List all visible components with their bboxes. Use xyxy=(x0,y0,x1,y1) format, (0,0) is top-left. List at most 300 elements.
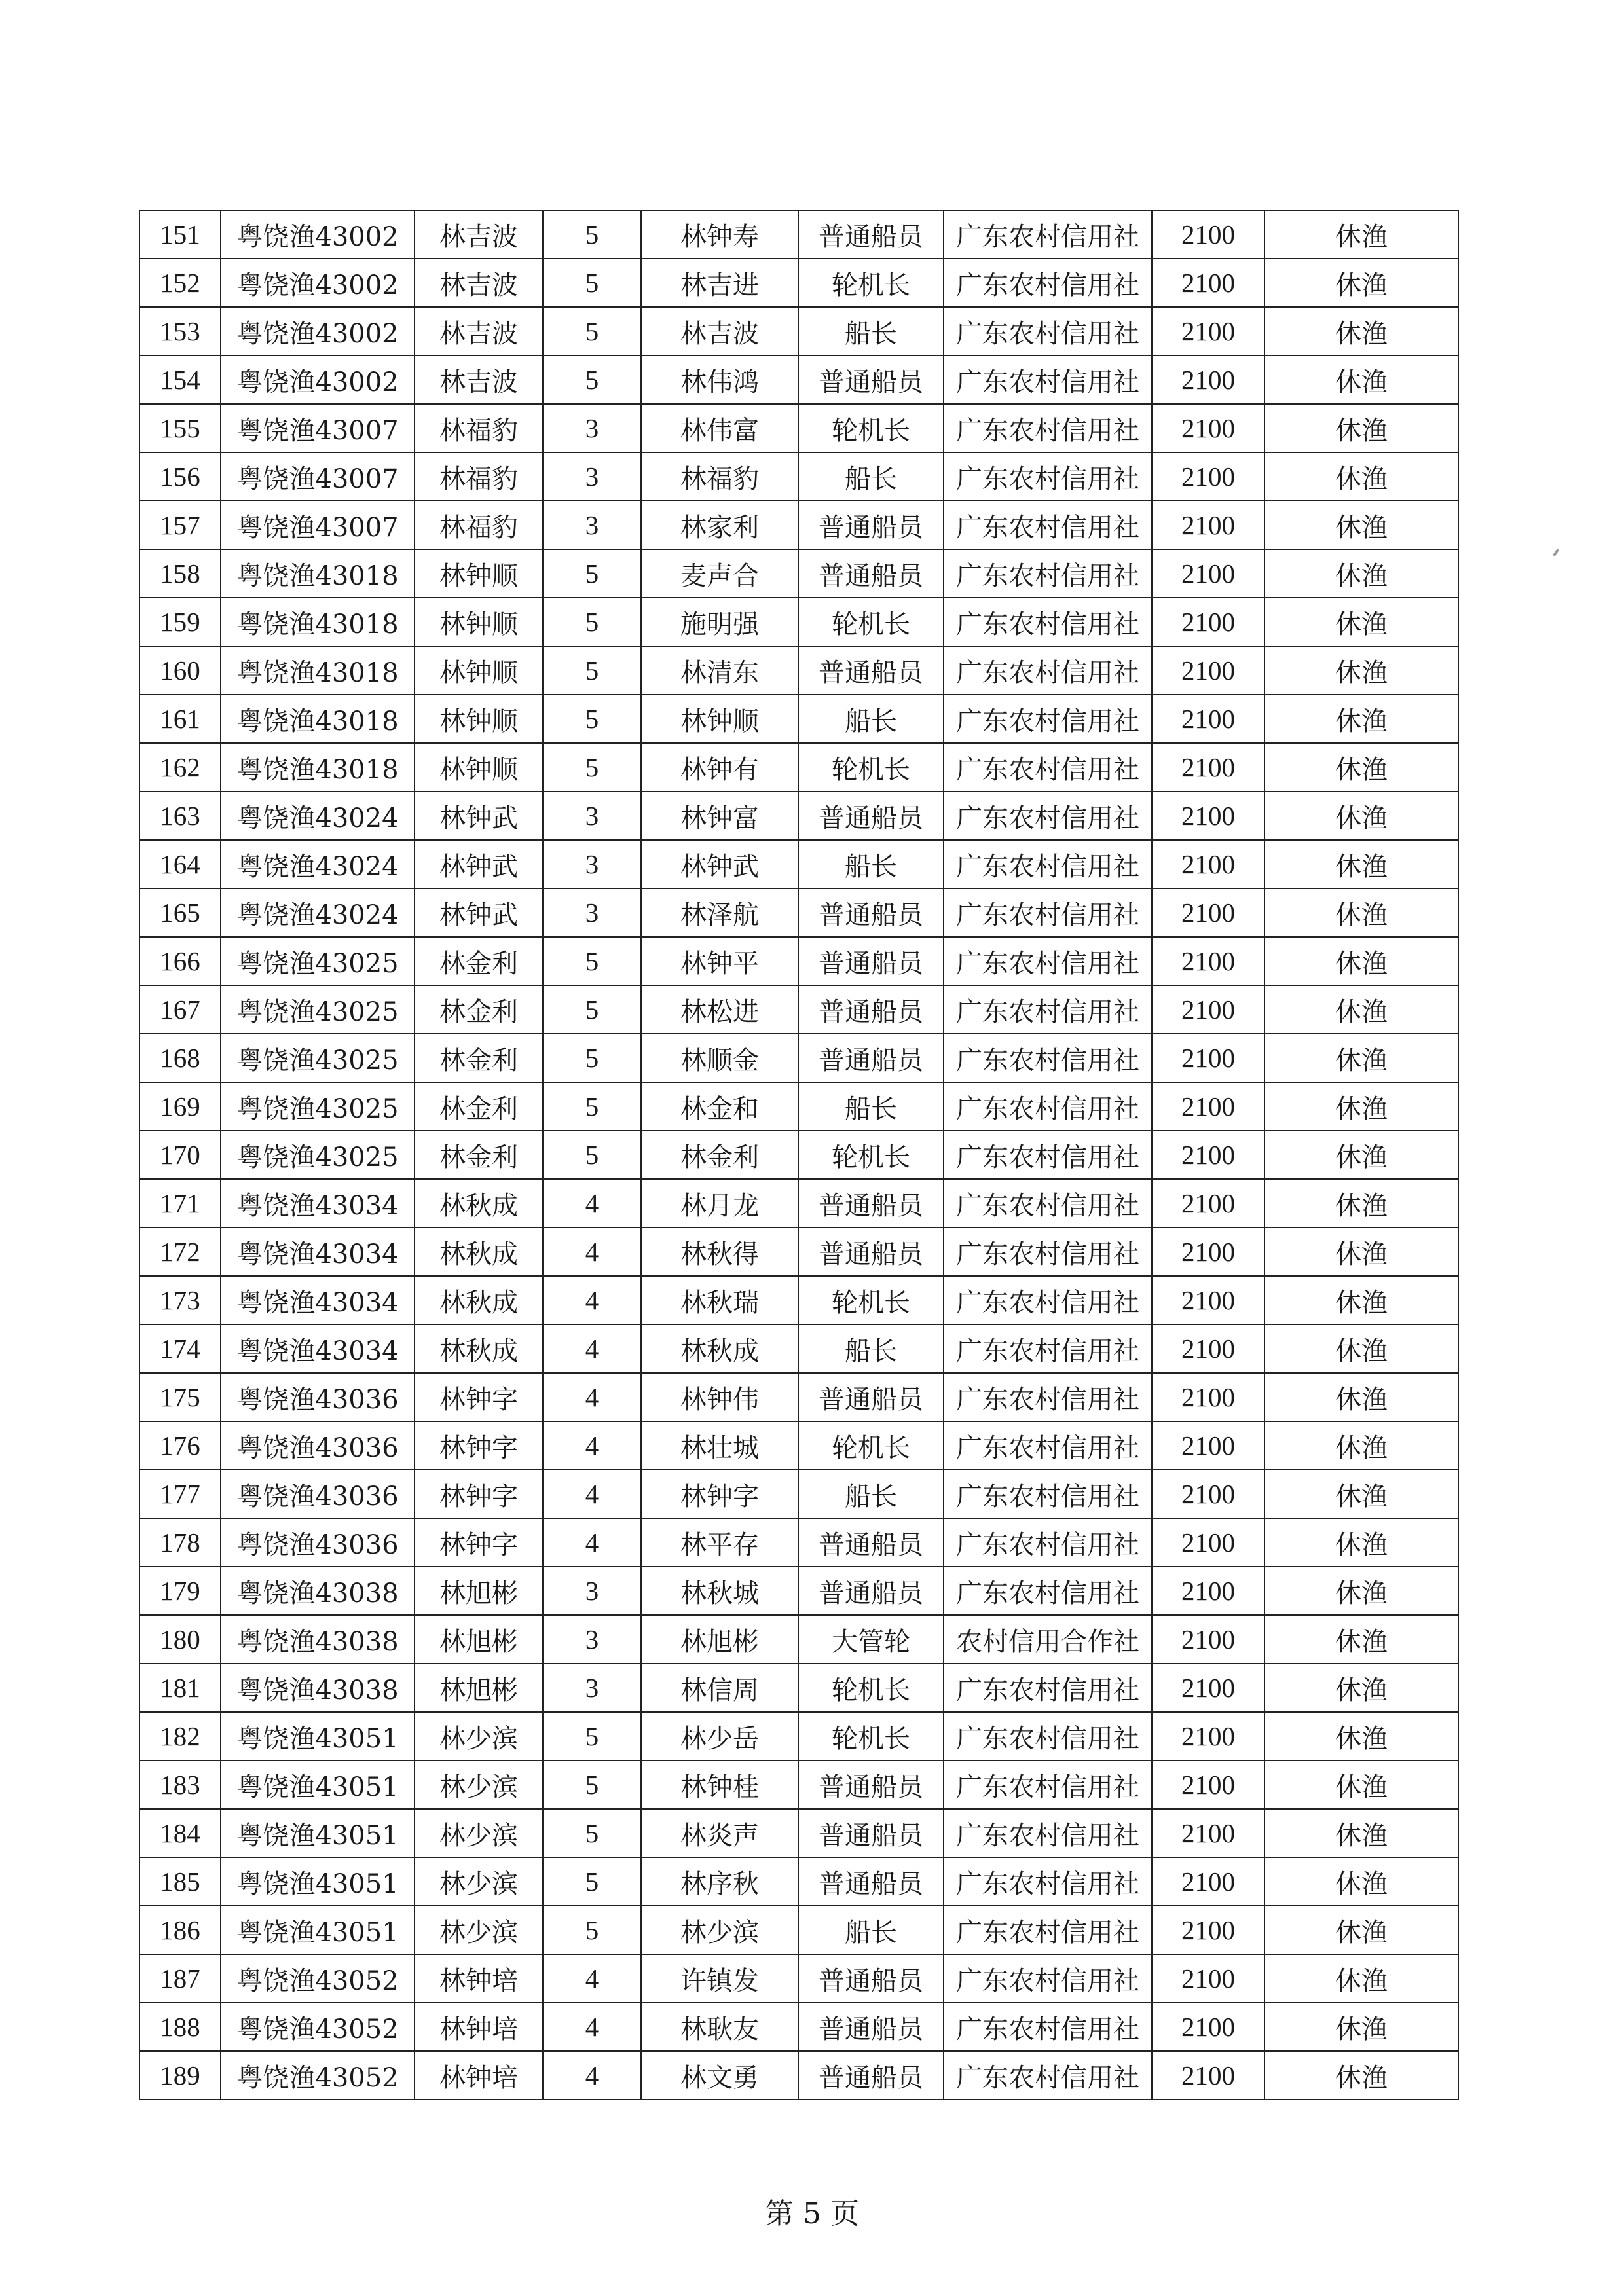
amount-cell: 2100 xyxy=(1152,985,1264,1034)
crew-count-cell: 5 xyxy=(543,695,641,743)
page-number: 第 5 页 xyxy=(765,2197,859,2231)
vessel-number-cell: 粤饶渔43002 xyxy=(221,355,415,404)
bank-name-cell: 广东农村信用社 xyxy=(944,355,1152,404)
bank-name-cell: 广东农村信用社 xyxy=(944,1518,1152,1567)
table-row xyxy=(139,1373,1458,1421)
vessel-owner-cell: 林钟字 xyxy=(415,1373,543,1421)
table-row xyxy=(139,355,1458,404)
table-row xyxy=(139,937,1458,985)
vessel-owner-cell: 林秋成 xyxy=(415,1324,543,1373)
crew-name-cell: 林信周 xyxy=(641,1664,798,1712)
vessel-number-cell: 粤饶渔43018 xyxy=(221,598,415,646)
crew-name-cell: 林金利 xyxy=(641,1131,798,1179)
crew-count-cell: 5 xyxy=(543,1082,641,1131)
status-cell: 休渔 xyxy=(1264,2051,1458,2100)
vessel-owner-cell: 林吉波 xyxy=(415,307,543,355)
crew-name-cell: 林炎声 xyxy=(641,1809,798,1857)
amount-cell: 2100 xyxy=(1152,1228,1264,1276)
vessel-number-cell: 粤饶渔43051 xyxy=(221,1906,415,1954)
vessel-owner-cell: 林福豹 xyxy=(415,452,543,501)
table-row xyxy=(139,1567,1458,1615)
row-index-cell: 163 xyxy=(139,792,221,840)
row-index-cell: 168 xyxy=(139,1034,221,1082)
crew-count-cell: 5 xyxy=(543,1906,641,1954)
crew-role-cell: 船长 xyxy=(798,307,944,355)
table-row xyxy=(139,452,1458,501)
table-row xyxy=(139,985,1458,1034)
vessel-owner-cell: 林旭彬 xyxy=(415,1664,543,1712)
crew-role-cell: 船长 xyxy=(798,1906,944,1954)
table-row xyxy=(139,840,1458,888)
crew-role-cell: 轮机长 xyxy=(798,1664,944,1712)
status-cell: 休渔 xyxy=(1264,1131,1458,1179)
row-index-cell: 186 xyxy=(139,1906,221,1954)
amount-cell: 2100 xyxy=(1152,307,1264,355)
vessel-number-cell: 粤饶渔43018 xyxy=(221,549,415,598)
crew-role-cell: 普通船员 xyxy=(798,985,944,1034)
table-row xyxy=(139,1760,1458,1809)
vessel-number-cell: 粤饶渔43024 xyxy=(221,792,415,840)
status-cell: 休渔 xyxy=(1264,355,1458,404)
table-row xyxy=(139,1228,1458,1276)
table-row xyxy=(139,1082,1458,1131)
crew-count-cell: 4 xyxy=(543,1324,641,1373)
crew-role-cell: 轮机长 xyxy=(798,1131,944,1179)
crew-count-cell: 5 xyxy=(543,1034,641,1082)
bank-name-cell: 广东农村信用社 xyxy=(944,452,1152,501)
crew-count-cell: 3 xyxy=(543,404,641,452)
row-index-cell: 165 xyxy=(139,888,221,937)
bank-name-cell: 广东农村信用社 xyxy=(944,1179,1152,1228)
vessel-number-cell: 粤饶渔43034 xyxy=(221,1179,415,1228)
crew-role-cell: 普通船员 xyxy=(798,937,944,985)
vessel-number-cell: 粤饶渔43051 xyxy=(221,1857,415,1906)
crew-role-cell: 轮机长 xyxy=(798,1712,944,1760)
crew-name-cell: 林吉进 xyxy=(641,259,798,307)
vessel-owner-cell: 林钟武 xyxy=(415,792,543,840)
crew-name-cell: 林钟武 xyxy=(641,840,798,888)
crew-count-cell: 5 xyxy=(543,355,641,404)
crew-count-cell: 5 xyxy=(543,598,641,646)
bank-name-cell: 广东农村信用社 xyxy=(944,1954,1152,2003)
row-index-cell: 161 xyxy=(139,695,221,743)
crew-count-cell: 3 xyxy=(543,452,641,501)
crew-role-cell: 轮机长 xyxy=(798,1276,944,1324)
table-row xyxy=(139,259,1458,307)
crew-name-cell: 林少滨 xyxy=(641,1906,798,1954)
amount-cell: 2100 xyxy=(1152,1324,1264,1373)
crew-name-cell: 林平存 xyxy=(641,1518,798,1567)
status-cell: 休渔 xyxy=(1264,1518,1458,1567)
vessel-number-cell: 粤饶渔43018 xyxy=(221,646,415,695)
bank-name-cell: 广东农村信用社 xyxy=(944,1421,1152,1470)
crew-role-cell: 普通船员 xyxy=(798,888,944,937)
row-index-cell: 188 xyxy=(139,2003,221,2051)
row-index-cell: 170 xyxy=(139,1131,221,1179)
status-cell: 休渔 xyxy=(1264,1276,1458,1324)
amount-cell: 2100 xyxy=(1152,743,1264,792)
table-row xyxy=(139,2003,1458,2051)
vessel-number-cell: 粤饶渔43007 xyxy=(221,452,415,501)
crew-role-cell: 船长 xyxy=(798,452,944,501)
table-row xyxy=(139,1857,1458,1906)
status-cell: 休渔 xyxy=(1264,598,1458,646)
crew-name-cell: 林金和 xyxy=(641,1082,798,1131)
vessel-number-cell: 粤饶渔43024 xyxy=(221,888,415,937)
amount-cell: 2100 xyxy=(1152,1276,1264,1324)
row-index-cell: 158 xyxy=(139,549,221,598)
vessel-owner-cell: 林旭彬 xyxy=(415,1615,543,1664)
bank-name-cell: 广东农村信用社 xyxy=(944,1131,1152,1179)
row-index-cell: 157 xyxy=(139,501,221,549)
amount-cell: 2100 xyxy=(1152,1421,1264,1470)
row-index-cell: 152 xyxy=(139,259,221,307)
amount-cell: 2100 xyxy=(1152,937,1264,985)
status-cell: 休渔 xyxy=(1264,1615,1458,1664)
crew-count-cell: 5 xyxy=(543,549,641,598)
table-row xyxy=(139,501,1458,549)
status-cell: 休渔 xyxy=(1264,743,1458,792)
crew-role-cell: 大管轮 xyxy=(798,1615,944,1664)
vessel-owner-cell: 林金利 xyxy=(415,1082,543,1131)
crew-count-cell: 3 xyxy=(543,1664,641,1712)
vessel-owner-cell: 林钟武 xyxy=(415,888,543,937)
crew-name-cell: 林伟鸿 xyxy=(641,355,798,404)
crew-role-cell: 普通船员 xyxy=(798,2051,944,2100)
crew-count-cell: 3 xyxy=(543,1615,641,1664)
amount-cell: 2100 xyxy=(1152,1712,1264,1760)
vessel-number-cell: 粤饶渔43052 xyxy=(221,2003,415,2051)
vessel-number-cell: 粤饶渔43018 xyxy=(221,695,415,743)
bank-name-cell: 广东农村信用社 xyxy=(944,985,1152,1034)
table-row xyxy=(139,1615,1458,1664)
table-row xyxy=(139,1518,1458,1567)
crew-role-cell: 船长 xyxy=(798,1470,944,1518)
crew-role-cell: 船长 xyxy=(798,840,944,888)
row-index-cell: 181 xyxy=(139,1664,221,1712)
amount-cell: 2100 xyxy=(1152,1809,1264,1857)
status-cell: 休渔 xyxy=(1264,646,1458,695)
status-cell: 休渔 xyxy=(1264,1324,1458,1373)
status-cell: 休渔 xyxy=(1264,937,1458,985)
row-index-cell: 167 xyxy=(139,985,221,1034)
table-row xyxy=(139,1421,1458,1470)
row-index-cell: 173 xyxy=(139,1276,221,1324)
vessel-number-cell: 粤饶渔43034 xyxy=(221,1228,415,1276)
crew-count-cell: 5 xyxy=(543,1131,641,1179)
crew-name-cell: 林顺金 xyxy=(641,1034,798,1082)
amount-cell: 2100 xyxy=(1152,1954,1264,2003)
bank-name-cell: 广东农村信用社 xyxy=(944,307,1152,355)
crew-role-cell: 普通船员 xyxy=(798,1857,944,1906)
amount-cell: 2100 xyxy=(1152,501,1264,549)
row-index-cell: 177 xyxy=(139,1470,221,1518)
status-cell: 休渔 xyxy=(1264,452,1458,501)
crew-name-cell: 林福豹 xyxy=(641,452,798,501)
status-cell: 休渔 xyxy=(1264,501,1458,549)
crew-role-cell: 船长 xyxy=(798,1324,944,1373)
crew-role-cell: 普通船员 xyxy=(798,549,944,598)
row-index-cell: 175 xyxy=(139,1373,221,1421)
crew-name-cell: 林钟桂 xyxy=(641,1760,798,1809)
row-index-cell: 179 xyxy=(139,1567,221,1615)
amount-cell: 2100 xyxy=(1152,646,1264,695)
row-index-cell: 172 xyxy=(139,1228,221,1276)
status-cell: 休渔 xyxy=(1264,792,1458,840)
status-cell: 休渔 xyxy=(1264,1567,1458,1615)
vessel-number-cell: 粤饶渔43051 xyxy=(221,1712,415,1760)
crew-name-cell: 林秋瑞 xyxy=(641,1276,798,1324)
amount-cell: 2100 xyxy=(1152,1615,1264,1664)
crew-count-cell: 5 xyxy=(543,1809,641,1857)
table-row xyxy=(139,2051,1458,2100)
status-cell: 休渔 xyxy=(1264,840,1458,888)
vessel-number-cell: 粤饶渔43052 xyxy=(221,2051,415,2100)
crew-count-cell: 4 xyxy=(543,2051,641,2100)
vessel-number-cell: 粤饶渔43007 xyxy=(221,404,415,452)
vessel-owner-cell: 林金利 xyxy=(415,985,543,1034)
vessel-number-cell: 粤饶渔43018 xyxy=(221,743,415,792)
vessel-owner-cell: 林金利 xyxy=(415,1131,543,1179)
bank-name-cell: 广东农村信用社 xyxy=(944,1809,1152,1857)
crew-count-cell: 5 xyxy=(543,307,641,355)
table-row xyxy=(139,1809,1458,1857)
vessel-owner-cell: 林钟字 xyxy=(415,1470,543,1518)
bank-name-cell: 广东农村信用社 xyxy=(944,1906,1152,1954)
crew-name-cell: 林月龙 xyxy=(641,1179,798,1228)
status-cell: 休渔 xyxy=(1264,1954,1458,2003)
crew-role-cell: 普通船员 xyxy=(798,646,944,695)
vessel-number-cell: 粤饶渔43025 xyxy=(221,1131,415,1179)
vessel-owner-cell: 林钟武 xyxy=(415,840,543,888)
crew-count-cell: 4 xyxy=(543,1421,641,1470)
vessel-owner-cell: 林福豹 xyxy=(415,501,543,549)
crew-name-cell: 林秋得 xyxy=(641,1228,798,1276)
crew-role-cell: 轮机长 xyxy=(798,1421,944,1470)
bank-name-cell: 广东农村信用社 xyxy=(944,1760,1152,1809)
crew-count-cell: 4 xyxy=(543,1518,641,1567)
vessel-owner-cell: 林福豹 xyxy=(415,404,543,452)
status-cell: 休渔 xyxy=(1264,1760,1458,1809)
vessel-number-cell: 粤饶渔43007 xyxy=(221,501,415,549)
crew-role-cell: 普通船员 xyxy=(798,1228,944,1276)
bank-name-cell: 广东农村信用社 xyxy=(944,2003,1152,2051)
table-row xyxy=(139,743,1458,792)
crew-role-cell: 普通船员 xyxy=(798,355,944,404)
amount-cell: 2100 xyxy=(1152,695,1264,743)
amount-cell: 2100 xyxy=(1152,404,1264,452)
crew-count-cell: 5 xyxy=(543,259,641,307)
bank-name-cell: 广东农村信用社 xyxy=(944,1470,1152,1518)
crew-count-cell: 5 xyxy=(543,1760,641,1809)
crew-count-cell: 5 xyxy=(543,937,641,985)
crew-name-cell: 林清东 xyxy=(641,646,798,695)
amount-cell: 2100 xyxy=(1152,888,1264,937)
crew-name-cell: 林耿友 xyxy=(641,2003,798,2051)
vessel-owner-cell: 林金利 xyxy=(415,1034,543,1082)
status-cell: 休渔 xyxy=(1264,985,1458,1034)
table-row xyxy=(139,646,1458,695)
row-index-cell: 176 xyxy=(139,1421,221,1470)
amount-cell: 2100 xyxy=(1152,598,1264,646)
table-row xyxy=(139,888,1458,937)
status-cell: 休渔 xyxy=(1264,1082,1458,1131)
crew-count-cell: 5 xyxy=(543,210,641,259)
amount-cell: 2100 xyxy=(1152,452,1264,501)
amount-cell: 2100 xyxy=(1152,792,1264,840)
vessel-owner-cell: 林钟顺 xyxy=(415,695,543,743)
scan-speck xyxy=(1553,549,1559,556)
vessel-number-cell: 粤饶渔43052 xyxy=(221,1954,415,2003)
vessel-number-cell: 粤饶渔43051 xyxy=(221,1809,415,1857)
crew-count-cell: 5 xyxy=(543,646,641,695)
crew-name-cell: 林文勇 xyxy=(641,2051,798,2100)
row-index-cell: 154 xyxy=(139,355,221,404)
row-index-cell: 162 xyxy=(139,743,221,792)
bank-name-cell: 广东农村信用社 xyxy=(944,1082,1152,1131)
bank-name-cell: 广东农村信用社 xyxy=(944,501,1152,549)
row-index-cell: 169 xyxy=(139,1082,221,1131)
crew-name-cell: 林钟字 xyxy=(641,1470,798,1518)
crew-role-cell: 普通船员 xyxy=(798,1034,944,1082)
bank-name-cell: 广东农村信用社 xyxy=(944,404,1152,452)
amount-cell: 2100 xyxy=(1152,355,1264,404)
vessel-number-cell: 粤饶渔43051 xyxy=(221,1760,415,1809)
table-body xyxy=(139,210,1458,2100)
crew-name-cell: 林秋成 xyxy=(641,1324,798,1373)
crew-count-cell: 5 xyxy=(543,1712,641,1760)
crew-name-cell: 林钟平 xyxy=(641,937,798,985)
bank-name-cell: 广东农村信用社 xyxy=(944,646,1152,695)
amount-cell: 2100 xyxy=(1152,1470,1264,1518)
crew-role-cell: 轮机长 xyxy=(798,598,944,646)
amount-cell: 2100 xyxy=(1152,549,1264,598)
crew-count-cell: 4 xyxy=(543,1373,641,1421)
vessel-owner-cell: 林秋成 xyxy=(415,1179,543,1228)
table-row xyxy=(139,1131,1458,1179)
table-row xyxy=(139,1034,1458,1082)
bank-name-cell: 广东农村信用社 xyxy=(944,1373,1152,1421)
bank-name-cell: 广东农村信用社 xyxy=(944,743,1152,792)
vessel-owner-cell: 林钟培 xyxy=(415,1954,543,2003)
crew-role-cell: 轮机长 xyxy=(798,259,944,307)
vessel-number-cell: 粤饶渔43038 xyxy=(221,1664,415,1712)
crew-name-cell: 林钟有 xyxy=(641,743,798,792)
crew-name-cell: 林少岳 xyxy=(641,1712,798,1760)
bank-name-cell: 广东农村信用社 xyxy=(944,210,1152,259)
vessel-number-cell: 粤饶渔43036 xyxy=(221,1421,415,1470)
vessel-number-cell: 粤饶渔43024 xyxy=(221,840,415,888)
crew-role-cell: 普通船员 xyxy=(798,1954,944,2003)
crew-role-cell: 船长 xyxy=(798,695,944,743)
crew-name-cell: 林秋城 xyxy=(641,1567,798,1615)
vessel-owner-cell: 林旭彬 xyxy=(415,1567,543,1615)
crew-role-cell: 普通船员 xyxy=(798,1567,944,1615)
vessel-number-cell: 粤饶渔43038 xyxy=(221,1567,415,1615)
amount-cell: 2100 xyxy=(1152,2003,1264,2051)
row-index-cell: 166 xyxy=(139,937,221,985)
row-index-cell: 159 xyxy=(139,598,221,646)
vessel-owner-cell: 林钟字 xyxy=(415,1518,543,1567)
vessel-number-cell: 粤饶渔43036 xyxy=(221,1470,415,1518)
status-cell: 休渔 xyxy=(1264,210,1458,259)
amount-cell: 2100 xyxy=(1152,1760,1264,1809)
vessel-owner-cell: 林少滨 xyxy=(415,1760,543,1809)
status-cell: 休渔 xyxy=(1264,1906,1458,1954)
vessel-number-cell: 粤饶渔43038 xyxy=(221,1615,415,1664)
crew-name-cell: 林钟富 xyxy=(641,792,798,840)
crew-role-cell: 普通船员 xyxy=(798,1373,944,1421)
amount-cell: 2100 xyxy=(1152,210,1264,259)
row-index-cell: 156 xyxy=(139,452,221,501)
vessel-owner-cell: 林少滨 xyxy=(415,1906,543,1954)
table-row xyxy=(139,549,1458,598)
crew-name-cell: 林钟寿 xyxy=(641,210,798,259)
crew-role-cell: 普通船员 xyxy=(798,1518,944,1567)
vessel-owner-cell: 林吉波 xyxy=(415,355,543,404)
row-index-cell: 187 xyxy=(139,1954,221,2003)
row-index-cell: 183 xyxy=(139,1760,221,1809)
crew-count-cell: 4 xyxy=(543,1954,641,2003)
vessel-owner-cell: 林钟培 xyxy=(415,2003,543,2051)
bank-name-cell: 广东农村信用社 xyxy=(944,1664,1152,1712)
table-row xyxy=(139,792,1458,840)
crew-name-cell: 许镇发 xyxy=(641,1954,798,2003)
status-cell: 休渔 xyxy=(1264,1857,1458,1906)
vessel-owner-cell: 林金利 xyxy=(415,937,543,985)
status-cell: 休渔 xyxy=(1264,695,1458,743)
vessel-owner-cell: 林吉波 xyxy=(415,210,543,259)
crew-count-cell: 3 xyxy=(543,1567,641,1615)
vessel-owner-cell: 林钟顺 xyxy=(415,646,543,695)
amount-cell: 2100 xyxy=(1152,1082,1264,1131)
crew-name-cell: 林松进 xyxy=(641,985,798,1034)
status-cell: 休渔 xyxy=(1264,549,1458,598)
vessel-owner-cell: 林钟顺 xyxy=(415,598,543,646)
row-index-cell: 174 xyxy=(139,1324,221,1373)
crew-name-cell: 施明强 xyxy=(641,598,798,646)
data-table xyxy=(139,210,1459,2100)
amount-cell: 2100 xyxy=(1152,1567,1264,1615)
row-index-cell: 180 xyxy=(139,1615,221,1664)
status-cell: 休渔 xyxy=(1264,259,1458,307)
status-cell: 休渔 xyxy=(1264,1228,1458,1276)
status-cell: 休渔 xyxy=(1264,404,1458,452)
crew-count-cell: 3 xyxy=(543,840,641,888)
bank-name-cell: 广东农村信用社 xyxy=(944,1276,1152,1324)
row-index-cell: 184 xyxy=(139,1809,221,1857)
bank-name-cell: 广东农村信用社 xyxy=(944,1567,1152,1615)
vessel-owner-cell: 林钟顺 xyxy=(415,743,543,792)
vessel-number-cell: 粤饶渔43036 xyxy=(221,1518,415,1567)
row-index-cell: 171 xyxy=(139,1179,221,1228)
status-cell: 休渔 xyxy=(1264,1809,1458,1857)
row-index-cell: 185 xyxy=(139,1857,221,1906)
bank-name-cell: 农村信用合作社 xyxy=(944,1615,1152,1664)
amount-cell: 2100 xyxy=(1152,1179,1264,1228)
vessel-number-cell: 粤饶渔43025 xyxy=(221,1082,415,1131)
table-row xyxy=(139,307,1458,355)
vessel-number-cell: 粤饶渔43002 xyxy=(221,307,415,355)
crew-name-cell: 林泽航 xyxy=(641,888,798,937)
status-cell: 休渔 xyxy=(1264,2003,1458,2051)
table-row xyxy=(139,695,1458,743)
status-cell: 休渔 xyxy=(1264,1421,1458,1470)
crew-count-cell: 3 xyxy=(543,888,641,937)
vessel-number-cell: 粤饶渔43034 xyxy=(221,1324,415,1373)
crew-count-cell: 5 xyxy=(543,985,641,1034)
amount-cell: 2100 xyxy=(1152,840,1264,888)
